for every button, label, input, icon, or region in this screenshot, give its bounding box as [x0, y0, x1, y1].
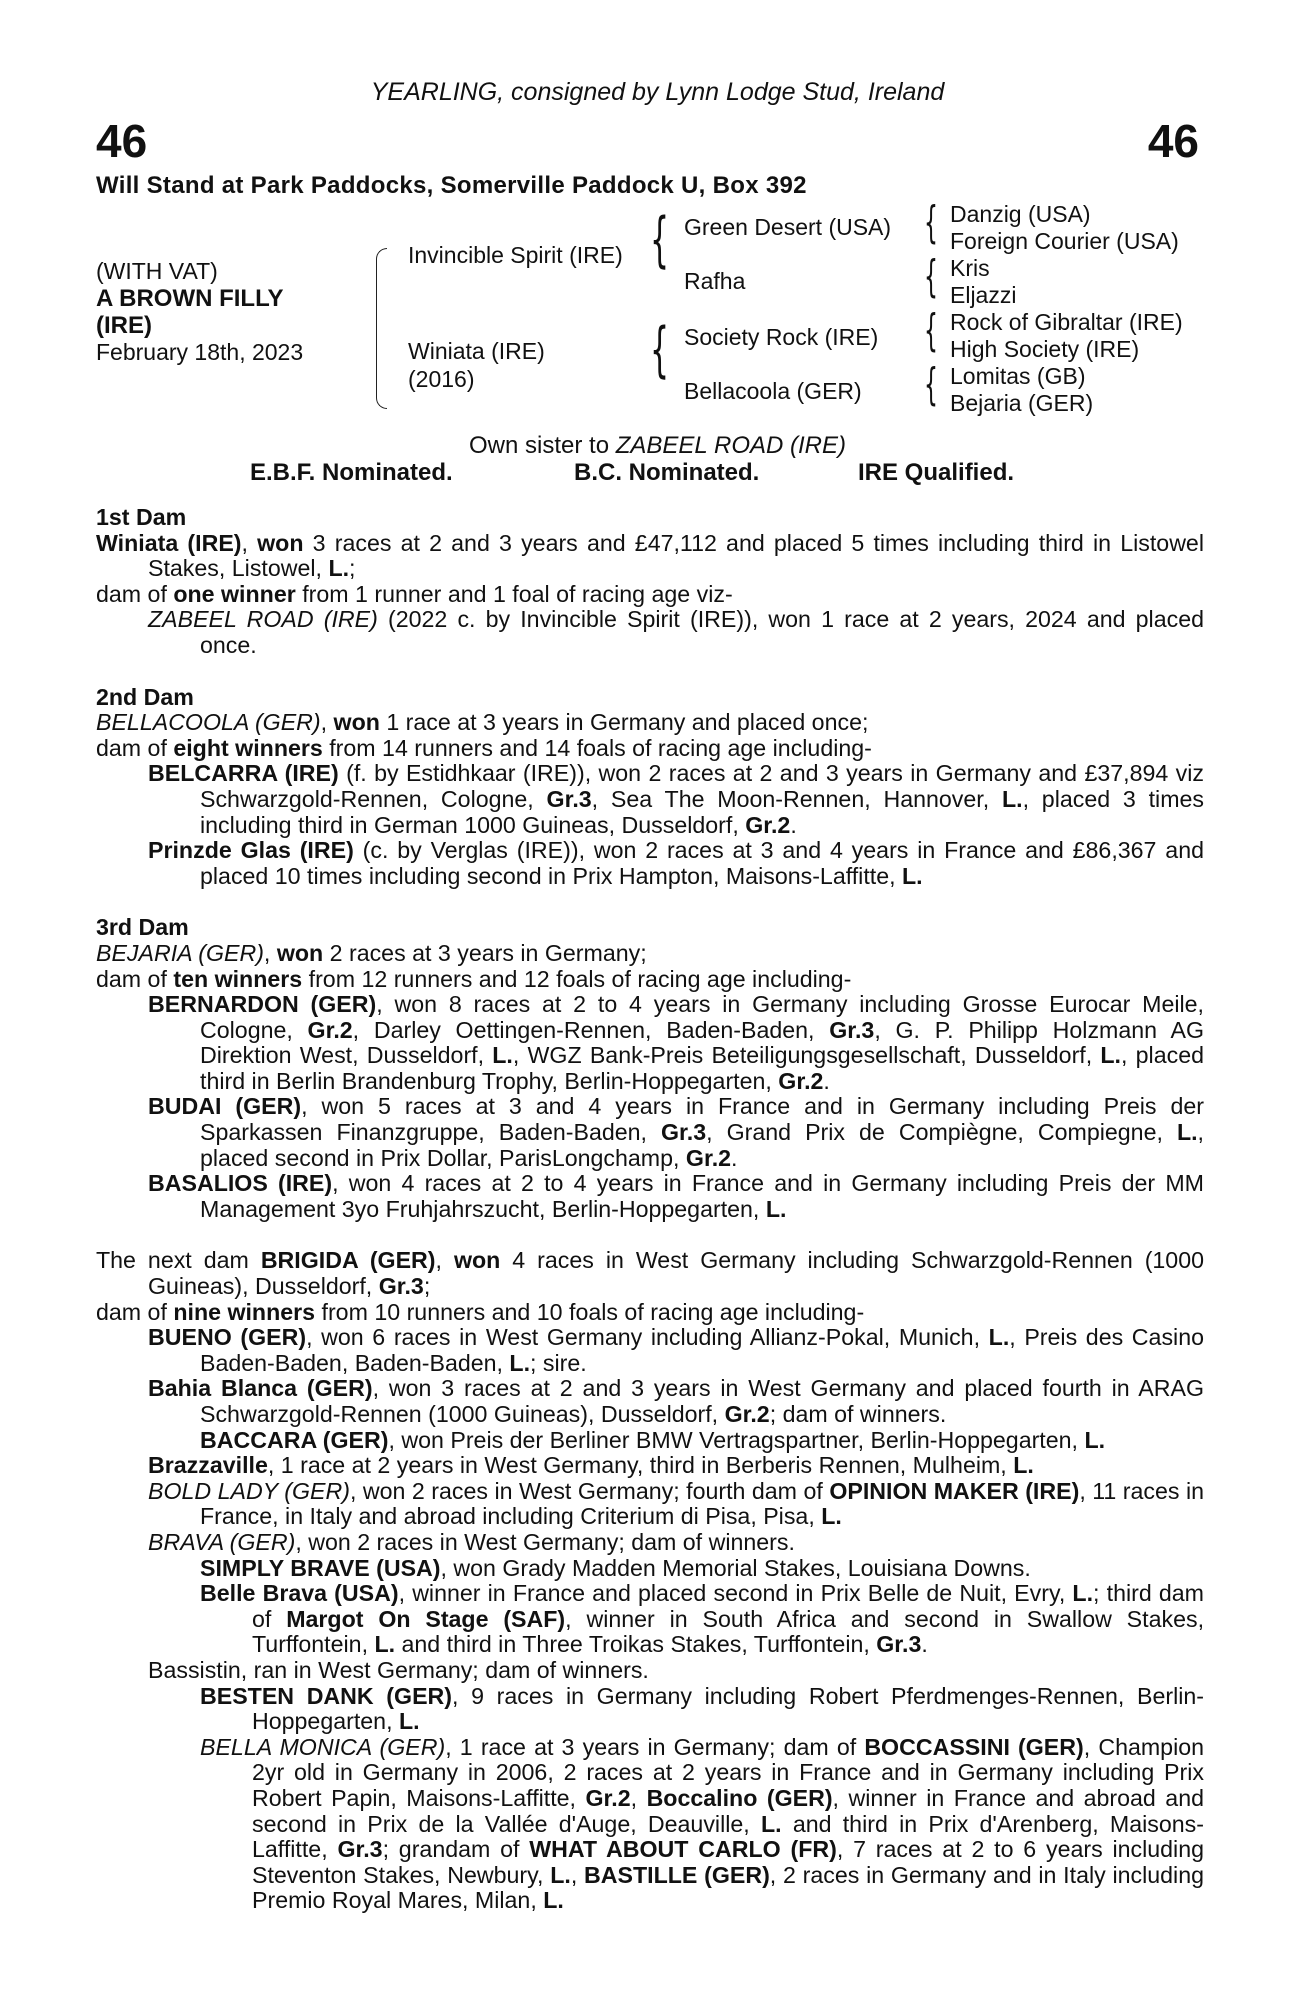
dam-sire: Society Rock (IRE) [684, 324, 879, 350]
third-dam-progeny-2: BUDAI (GER), won 5 races at 3 and 4 years in France and in Germany including Preis der Sparkassen Finanzgruppe, Baden-Baden, Gr.3, Grand Prix de Compiègne, Compiegne, L., placed second in Prix Dollar, ParisLongchamp, Gr.2. [148, 1093, 1204, 1171]
dam-name: Winiata (IRE) [408, 338, 545, 364]
next-dam-progeny-2: Bahia Blanca (GER), won 3 races at 2 and 3 years in West Germany and placed fourth in ARAG Schwarzgold-Rennen (1000 Guineas), Dusseldorf, Gr.2; dam of winners. [148, 1375, 1204, 1427]
dam-brace: { [650, 315, 670, 385]
next-dam-progeny-3: Brazzaville, 1 race at 2 years in West Germany, third in Berberis Rennen, Mulheim, L. [148, 1452, 1034, 1479]
catalogue-body [96, 505, 1204, 1914]
next-dam-progeny-6-child-1: BESTEN DANK (GER), 9 races in Germany including Robert Pferdmenges-Rennen, Berlin-Hoppegarten, L. [200, 1682, 1204, 1735]
next-dam-progeny-1: BUENO (GER), won 6 races in West Germany including Allianz-Pokal, Munich, L., Preis des Casino Baden-Baden, Baden-Baden, L.; sire. [148, 1324, 1204, 1376]
ebf-note: E.B.F. Nominated. [250, 459, 453, 486]
next-dam-produce-summary: dam of nine winners from 10 runners and 10 foals of racing age including- [96, 1298, 865, 1325]
sister-name: ZABEEL ROAD (IRE) [615, 432, 846, 459]
third-dam-progeny-1: BERNARDON (GER), won 8 races at 2 to 4 years in Germany including Grosse Eurocar Meile, Cologne, Gr.2, Darley Oettingen-Rennen, Baden-Baden, Gr.3, G. P. Philipp Holzmann AG Direktion West, Dusseldorf, L., WGZ Bank-Preis Beteiligungsgesellschaft, Dusseldorf, L., placed third in Berlin Brandenburg Trophy, Berlin-Hoppegarten, Gr.2. [148, 991, 1204, 1094]
stand-location: Will Stand at Park Paddocks, Somerville Paddock U, Box 392 [96, 172, 807, 199]
ggp-2: Foreign Courier (USA) [950, 228, 1179, 254]
first-dam-heading: 1st Dam [96, 504, 187, 530]
second-dam-produce-summary: dam of eight winners from 14 runners and 14 foals of racing age including- [96, 734, 872, 761]
third-dam-record: BEJARIA (GER), won 2 races at 3 years in Germany; [96, 939, 647, 966]
pedigree-bracket-top [376, 248, 387, 349]
next-dam-progeny-4: BOLD LADY (GER), won 2 races in West Germany; fourth dam of OPINION MAKER (IRE), 11 races in France, in Italy and abroad including Criterium di Pisa, Pisa, L. [148, 1477, 1205, 1530]
subject-description: A BROWN FILLY [96, 285, 284, 312]
ggp-6: High Society (IRE) [950, 336, 1140, 362]
first-dam-record: Winiata (IRE), won 3 races at 2 and 3 years and £47,112 and placed 5 times including third in Listowel Stakes, Listowel, L.; [96, 529, 1204, 582]
ggp-brace-1: { [924, 197, 938, 248]
sire-brace: { [650, 205, 670, 275]
next-dam-progeny-2-child: BACCARA (GER), won Preis der Berliner BMW Vertragspartner, Berlin-Hoppegarten, L. [200, 1426, 1106, 1453]
second-dam-heading: 2nd Dam [96, 683, 194, 710]
sire-dam: Rafha [684, 268, 746, 294]
first-dam-progeny-1: ZABEEL ROAD (IRE) (2022 c. by Invincible Spirit (IRE)), won 1 race at 2 years, 2024 and placed once. [148, 606, 1204, 658]
lot-number-left: 46 [96, 115, 148, 167]
foaling-date: February 18th, 2023 [96, 339, 304, 365]
ire-note: IRE Qualified. [858, 459, 1015, 486]
sister-note: Own sister to ZABEEL ROAD (IRE) [469, 432, 846, 459]
ggp-brace-3: { [924, 305, 938, 356]
consignment-line: YEARLING, consigned by Lynn Lodge Stud, Ireland [370, 78, 945, 106]
third-dam-progeny-3: BASALIOS (IRE), won 4 races at 2 to 4 years in France and in Germany including Preis der MM Management 3yo Fruhjahrszucht, Berlin-Hoppegarten, L. [148, 1170, 1204, 1222]
second-dam-record: BELLACOOLA (GER), won 1 race at 3 years in Germany and placed once; [96, 709, 869, 736]
next-dam-progeny-5-child-2: Belle Brava (USA), winner in France and placed second in Prix Belle de Nuit, Evry, L.; third dam of Margot On Stage (SAF), winner in South Africa and second in Swallow Stakes, Turffontein, L. and third in Three Troikas Stakes, Turffontein, Gr.3. [200, 1580, 1205, 1658]
vat-label: (WITH VAT) [96, 258, 218, 284]
second-dam-progeny-2: Prinzde Glas (IRE) (c. by Verglas (IRE)), won 2 races at 3 and 4 years in France and £86,367 and placed 10 times including second in Prix Hampton, Maisons-Laffitte, L. [148, 837, 1204, 889]
ggp-8: Bejaria (GER) [950, 390, 1094, 416]
third-dam-produce-summary: dam of ten winners from 12 runners and 12 foals of racing age including- [96, 965, 852, 992]
dam-dam: Bellacoola (GER) [684, 378, 862, 404]
second-dam-progeny-1: BELCARRA (IRE) (f. by Estidhkaar (IRE)), won 2 races at 2 and 3 years in Germany and £37,894 viz Schwarzgold-Rennen, Cologne, Gr.3, Sea The Moon-Rennen, Hannover, L., placed 3 times including third in German 1000 Guineas, Dusseldorf, Gr.2. [148, 760, 1204, 838]
first-dam-produce-summary: dam of one winner from 1 runner and 1 foal of racing age viz- [96, 580, 733, 607]
sire-name: Invincible Spirit (IRE) [408, 242, 623, 268]
next-dam-progeny-6-child-2: BELLA MONICA (GER), 1 race at 3 years in Germany; dam of BOCCASSINI (GER), Champion 2yr old in Germany in 2006, 2 races at 2 years in France and in Germany including Prix Robert Papin, Maisons-Laffitte, Gr.2, Boccalino (GER), winner in France and abroad and second in Prix de la Vallée d'Auge, Deauville, L. and third in Prix d'Arenberg, Maisons-Laffitte, Gr.3; grandam of WHAT ABOUT CARLO (FR), 7 races at 2 to 6 years including Steventon Stakes, Newbury, L., BASTILLE (GER), 2 races in Germany and in Italy including Premio Royal Mares, Milan, L. [200, 1733, 1205, 1914]
lot-number-right: 46 [1147, 115, 1199, 167]
ggp-1: Danzig (USA) [950, 201, 1091, 227]
bc-note: B.C. Nominated. [574, 459, 760, 486]
ggp-5: Rock of Gibraltar (IRE) [950, 309, 1183, 335]
next-dam-progeny-5: BRAVA (GER), won 2 races in West Germany; dam of winners. [148, 1528, 795, 1555]
dam-year: (2016) [408, 366, 475, 392]
third-dam-heading: 3rd Dam [96, 914, 189, 941]
ggp-brace-4: { [924, 359, 938, 410]
next-dam-progeny-6: Bassistin, ran in West Germany; dam of winners. [148, 1656, 649, 1683]
next-dam-record: The next dam BRIGIDA (GER), won 4 races in West Germany including Schwarzgold-Rennen (1000 Guineas), Dusseldorf, Gr.3; [96, 1247, 1204, 1300]
ggp-4: Eljazzi [950, 282, 1017, 308]
subject-country: (IRE) [96, 312, 152, 339]
ggp-7: Lomitas (GB) [950, 363, 1086, 389]
next-dam-progeny-5-child-1: SIMPLY BRAVE (USA), won Grady Madden Memorial Stakes, Louisiana Downs. [200, 1554, 1031, 1581]
pedigree-bracket-bottom [376, 348, 387, 409]
sire-sire: Green Desert (USA) [684, 214, 892, 240]
ggp-3: Kris [950, 255, 990, 281]
ggp-brace-2: { [924, 251, 938, 302]
